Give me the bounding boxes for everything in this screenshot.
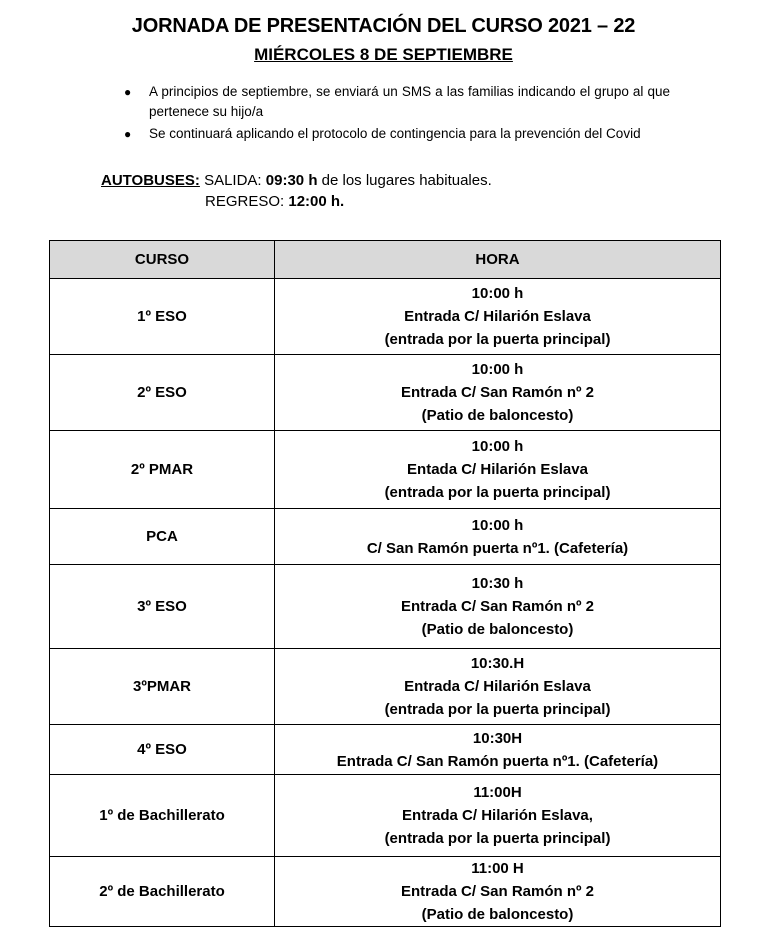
bus-info bbox=[101, 170, 492, 212]
bus-return-row bbox=[101, 191, 492, 212]
course-cell: 1º de Bachillerato bbox=[50, 775, 275, 857]
table-row bbox=[50, 775, 721, 857]
page-subtitle: MIÉRCOLES 8 DE SEPTIEMBRE bbox=[254, 45, 513, 64]
time-cell bbox=[275, 355, 721, 431]
table-row bbox=[50, 431, 721, 509]
course-cell: 2º de Bachillerato bbox=[50, 857, 275, 927]
bullet-icon: ● bbox=[124, 85, 132, 99]
note-item bbox=[122, 124, 670, 144]
course-cell: 2º PMAR bbox=[50, 431, 275, 509]
time-cell bbox=[275, 279, 721, 355]
bullet-icon: ● bbox=[124, 127, 132, 141]
notes-list bbox=[122, 82, 670, 146]
page-title: JORNADA DE PRESENTACIÓN DEL CURSO 2021 – 22 bbox=[131, 15, 636, 37]
location-line: (entrada por la puerta principal) bbox=[384, 331, 611, 348]
table-row bbox=[50, 725, 721, 775]
note-text: A principios de septiembre, se enviará un SMS a las familias indicando el grupo al que pertenece su hijo/a bbox=[149, 84, 670, 119]
location-line: Entrada C/ San Ramón nº 2 bbox=[400, 598, 594, 615]
location-line: Entrada C/ San Ramón nº 2 bbox=[400, 883, 594, 900]
table-row bbox=[50, 857, 721, 927]
course-cell: 3ºPMAR bbox=[50, 649, 275, 725]
time-cell bbox=[275, 649, 721, 725]
course-cell: 1º ESO bbox=[50, 279, 275, 355]
location-line: Entrada C/ San Ramón nº 2 bbox=[400, 384, 594, 401]
location-line: (entrada por la puerta principal) bbox=[384, 484, 611, 501]
departure-label: SALIDA: bbox=[204, 172, 262, 189]
departure-place: de los lugares habituales. bbox=[321, 172, 492, 189]
return-time: 12:00 h. bbox=[288, 193, 345, 210]
time-value: 10:00 h bbox=[471, 438, 524, 455]
departure-time: 09:30 h bbox=[265, 172, 318, 189]
table-row bbox=[50, 509, 721, 565]
time-value: 10:30 h bbox=[471, 575, 524, 592]
schedule-table bbox=[49, 240, 721, 927]
time-cell bbox=[275, 565, 721, 649]
table-header-row bbox=[50, 241, 721, 279]
location-line: Entrada C/ San Ramón puerta nº1. (Cafetería) bbox=[336, 752, 659, 770]
location-line: (entrada por la puerta principal) bbox=[384, 701, 611, 718]
time-value: 10:00 h bbox=[471, 285, 524, 302]
time-cell bbox=[275, 857, 721, 927]
time-value: 10:00 h bbox=[471, 361, 524, 378]
course-cell: 3º ESO bbox=[50, 565, 275, 649]
location-line: Entrada C/ Hilarión Eslava bbox=[404, 308, 591, 325]
location-line: Entrada C/ Hilarión Eslava, bbox=[402, 807, 593, 824]
location-line: C/ San Ramón puerta nº1. (Cafetería) bbox=[366, 539, 629, 557]
return-label: REGRESO: bbox=[205, 193, 285, 210]
course-cell: 2º ESO bbox=[50, 355, 275, 431]
time-value: 10:00 h bbox=[471, 516, 524, 534]
header-course: CURSO bbox=[50, 241, 275, 279]
location-line: (entrada por la puerta principal) bbox=[384, 830, 611, 847]
table-row bbox=[50, 565, 721, 649]
time-value: 11:00H bbox=[473, 784, 522, 801]
course-cell: 4º ESO bbox=[50, 725, 275, 775]
note-item bbox=[122, 82, 670, 122]
time-cell bbox=[275, 725, 721, 775]
location-line: (Patio de baloncesto) bbox=[421, 407, 574, 424]
time-cell bbox=[275, 509, 721, 565]
note-text: Se continuará aplicando el protocolo de contingencia para la prevención del Covid bbox=[149, 126, 641, 141]
location-line: (Patio de baloncesto) bbox=[421, 906, 574, 923]
location-line: Entrada C/ Hilarión Eslava bbox=[404, 678, 591, 695]
time-value: 10:30H bbox=[472, 729, 523, 747]
course-cell: PCA bbox=[50, 509, 275, 565]
schedule-body bbox=[50, 279, 721, 927]
time-cell bbox=[275, 431, 721, 509]
location-line: (Patio de baloncesto) bbox=[421, 621, 574, 638]
header-time: HORA bbox=[275, 241, 721, 279]
table-row bbox=[50, 649, 721, 725]
table-row bbox=[50, 279, 721, 355]
time-cell bbox=[275, 775, 721, 857]
bus-departure-row bbox=[101, 170, 492, 191]
time-value: 11:00 H bbox=[471, 860, 524, 877]
table-row bbox=[50, 355, 721, 431]
time-value: 10:30.H bbox=[470, 655, 525, 672]
location-line: Entada C/ Hilarión Eslava bbox=[407, 461, 588, 478]
bus-label: AUTOBUSES: bbox=[101, 172, 200, 189]
